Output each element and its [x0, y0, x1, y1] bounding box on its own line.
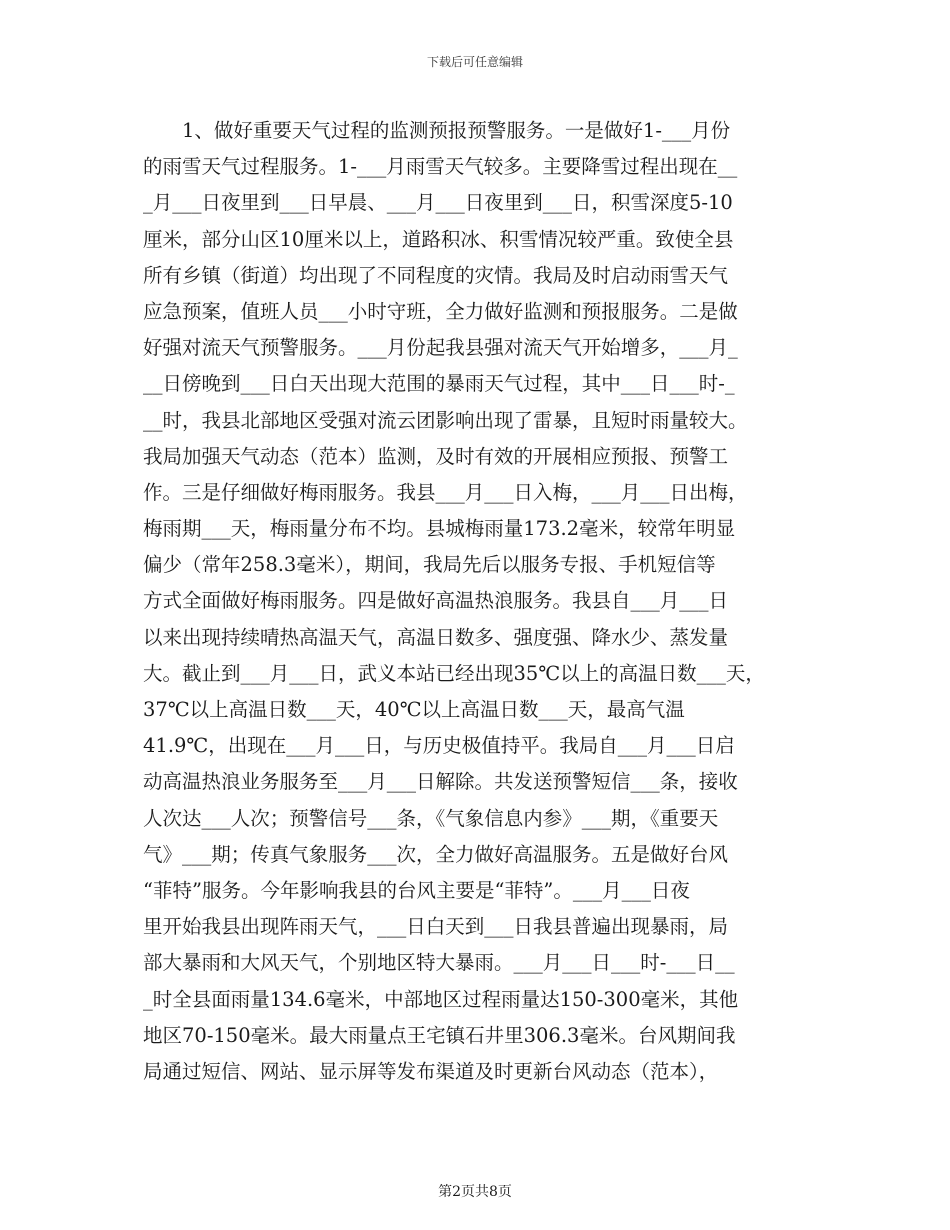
text-line: 所有乡镇（街道）均出现了不同程度的灾情。我局及时启动雨雪天气 — [143, 263, 729, 287]
text-line: 应急预案，值班人员___小时守班，全力做好监测和预报服务。二是做 — [143, 299, 738, 323]
text-line: 偏少（常年258.3毫米），期间，我局先后以服务专报、手机短信等 — [143, 553, 716, 577]
text-line: 厘米，部分山区10厘米以上，道路积冰、积雪情况较严重。致使全县 — [143, 227, 734, 251]
text-line: _月___日夜里到___日早晨、___月___日夜里到___日，积雪深度5-10 — [143, 191, 733, 215]
text-line: 好强对流天气预警服务。___月份起我县强对流天气开始增多，___月_ — [143, 336, 738, 360]
text-line: 方式全面做好梅雨服务。四是做好高温热浪服务。我县自___月___日 — [143, 589, 729, 613]
text-line: 以来出现持续晴热高温天气，高温日数多、强度强、降水少、蒸发量 — [143, 625, 729, 649]
text-line: __日傍晚到___日白天出现大范围的暴雨天气过程，其中___日___时-_ — [143, 372, 735, 396]
text-line: 人次达___人次；预警信号___条，《气象信息内参》___期，《重要天 — [143, 806, 719, 830]
text-line: 作。三是仔细做好梅雨服务。我县___月___日入梅，___月___日出梅， — [143, 480, 748, 504]
page-number: 第2页共8页 — [438, 1184, 512, 1200]
text-line: 梅雨期___天，梅雨量分布不均。县城梅雨量173.2毫米，较常年明显 — [143, 517, 736, 541]
text-line: 部大暴雨和大风天气，个别地区特大暴雨。___月___日___时-___日__ — [143, 951, 735, 975]
text-line: _时全县面雨量134.6毫米，中部地区过程雨量达150-300毫米，其他 — [143, 987, 739, 1011]
text-line: 1、做好重要天气过程的监测预报预警服务。一是做好1-___月份 — [143, 119, 731, 142]
text-line: 我局加强天气动态（范本）监测，及时有效的开展相应预报、预警工 — [143, 444, 729, 468]
text-line: 37℃以上高温日数___天，40℃以上高温日数___天，最高气温 — [143, 698, 685, 721]
text-line: 的雨雪天气过程服务。1-___月雨雪天气较多。主要降雪过程出现在__ — [143, 155, 738, 179]
text-line: “菲特”服务。今年影响我县的台风主要是“菲特”。___月___日夜 — [143, 878, 690, 902]
text-line: 动高温热浪业务服务至___月___日解除。共发送预警短信___条，接收 — [143, 770, 738, 794]
text-line: 局通过短信、网站、显示屏等发布渠道及时更新台风动态（范本）， — [143, 1059, 719, 1083]
text-line: 41.9℃，出现在___月___日，与历史极值持平。我局自___月___日启 — [143, 734, 735, 758]
text-line: __时，我县北部地区受强对流云团影响出现了雷暴，且短时雨量较大。 — [143, 408, 748, 432]
page-header: 下载后可任意编辑 — [426, 55, 523, 69]
text-line: 气》___期；传真气象服务___次，全力做好高温服务。五是做好台风 — [143, 842, 729, 866]
text-line: 大。截止到___月___日，武义本站已经出现35℃以上的高温日数___天， — [143, 661, 765, 685]
text-line: 地区70-150毫米。最大雨量点王宅镇石井里306.3毫米。台风期间我 — [143, 1023, 736, 1047]
text-line: 里开始我县出现阵雨天气，___日白天到___日我县普遍出现暴雨，局 — [143, 915, 729, 939]
body-paragraph — [143, 113, 823, 1090]
